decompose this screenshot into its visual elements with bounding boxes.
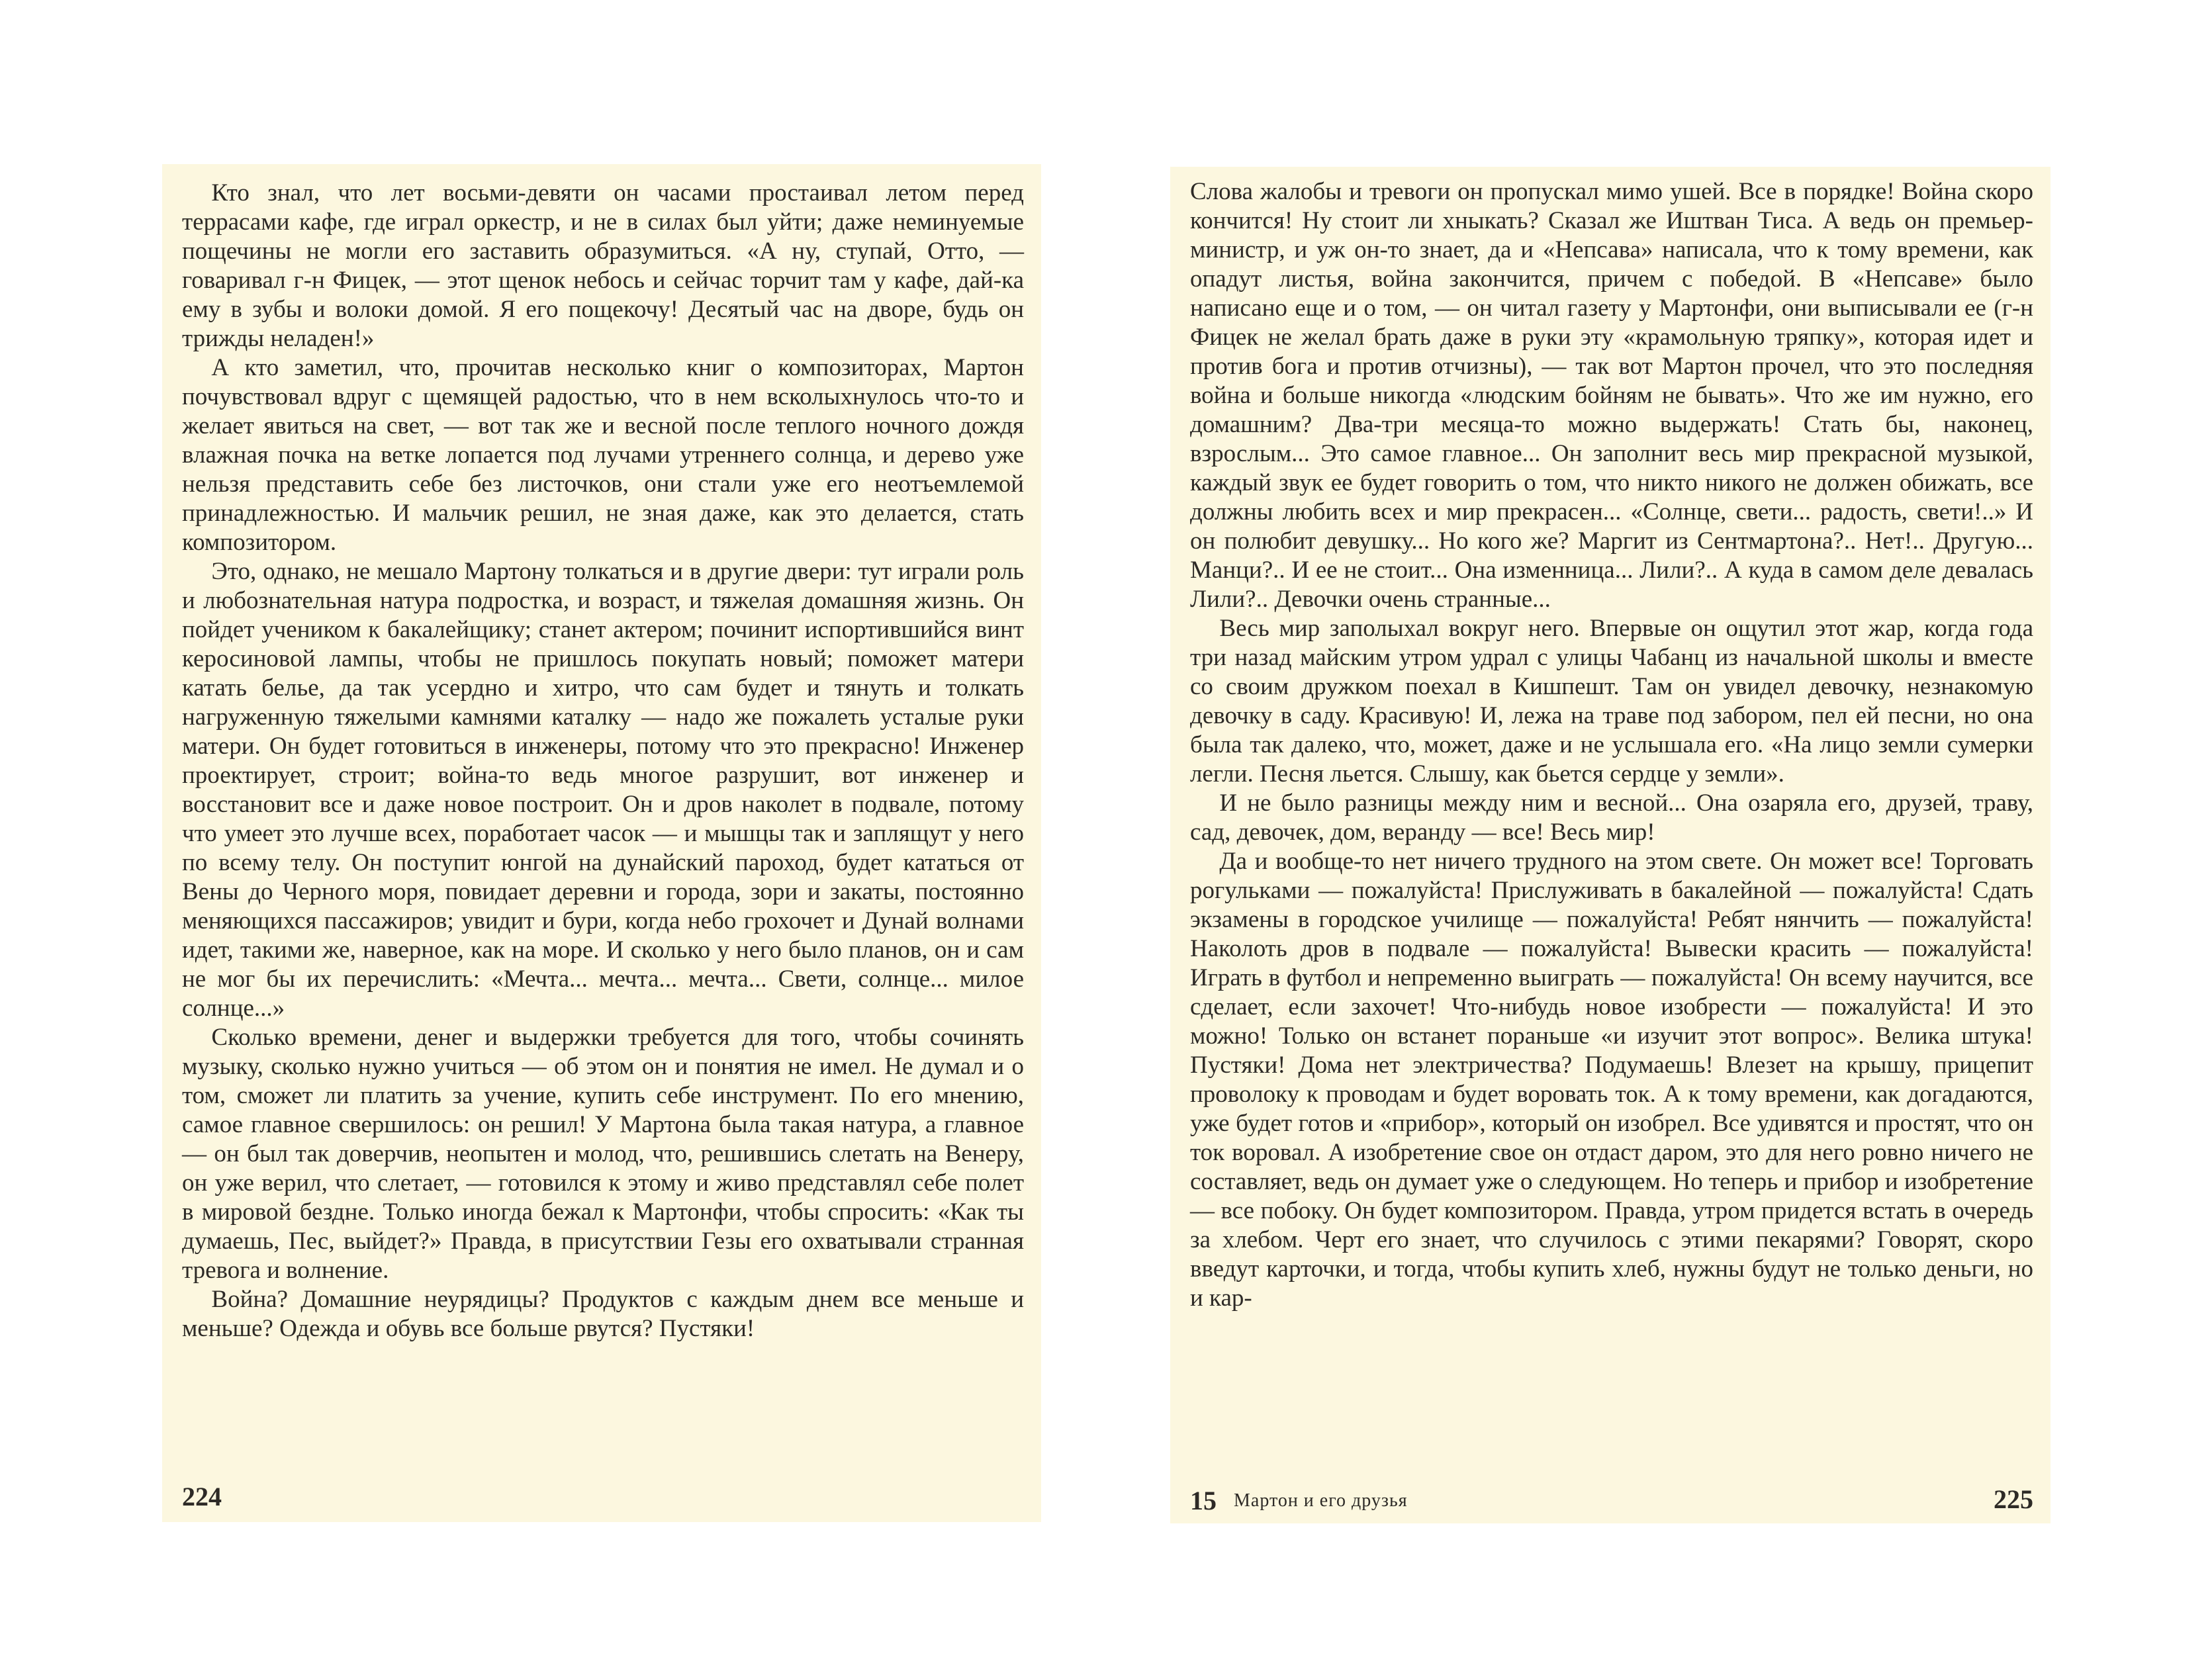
paragraph: Война? Домашние неурядицы? Продуктов с каждым днем все меньше и меньше? Одежда и обувь все больше рвутся? Пустяки!	[182, 1286, 1024, 1342]
paragraph: Это, однако, не мешало Мартону толкаться и в другие двери: тут играли роль и любознательная натура подростка, и возраст, и тяжелая домашняя жизнь. Он пойдет учеником к бакалейщику; станет актером; починит испортившийся винт керосиновой лампы, чтобы не пришлось покупать новый; поможет матери катать белье, да так усердно и хитро, что сам будет и тянуть и толкать нагруженную тяжелыми камнями каталку — надо же пожалеть усталые руки матери. Он будет готовиться в инженеры, потому что это прекрасно! Инженер проектирует, строит; война-то ведь многое разрушит, вот инженер и восстановит все и даже новое построит. Он и дров наколет в подвале, потому что умеет это лучше всех, поработает часок — и мышцы так и заплящут у него по всему телу. Он поступит юнгой на дунайский пароход, будет кататься от Вены до Черного моря, повидает деревни и города, зори и закаты, постоянно меняющихся пассажиров; увидит и бури, когда небо грохочет и Дунай волнами идет, такими же, наверное, как на море. И сколько у него было планов, он и сам не мог бы их перечислить: «Мечта... мечта... мечта... Свети, солнце... милое солнце...»	[182, 558, 1024, 1022]
paragraph: А кто заметил, что, прочитав несколько книг о композиторах, Мартон почувствовал вдруг с щемящей радостью, что в нем всколыхнулось что-то и желает явиться на свет, — вот так же и весной после теплого ночного дождя влажная почка на ветке лопается под лучами утреннего солнца, и дерево уже нельзя представить себе без листочков, они стали уже его неотъемлемой принадлежностью. И мальчик решил, не зная даже, как это делается, стать композитором.	[182, 354, 1024, 556]
right-page-text	[1190, 177, 2033, 1313]
running-footer: Мартон и его друзья	[1234, 1490, 1408, 1511]
paragraph: И не было разницы между ним и весной... Она озаряла его, друзей, траву, сад, девочек, дом, веранду — все! Весь мир!	[1190, 789, 2033, 846]
right-page	[1170, 167, 2051, 1523]
paragraph: Да и вообще-то нет ничего трудного на этом свете. Он может все! Торговать рогульками — пожалуйста! Прислуживать в бакалейной — пожалуйста! Сдать экзамены в городское училище — пожалуйста! Ребят нянчить — пожалуйста! Наколоть дров в подвале — пожалуйста! Вывески красить — пожалуйста! Играть в футбол и непременно выиграть — пожалуйста! Он всему научится, все сделает, если захочет! Что-нибудь новое изобрести — пожалуйста! И это можно! Только он встанет пораньше «и изучит этот вопрос». Велика штука! Пустяки! Дома нет электричества? Подумаешь! Влезет на крышу, прицепит проволоку к проводам и будет воровать ток. А к тому времени, как догадаются, уже будет готов и «прибор», который он изобрел. Все удивятся и простят, что он ток воровал. А изобретение свое он отдаст даром, это для него ровно ничего не составляет, ведь он думает уже о следующем. Но теперь и прибор и изобретение — все побоку. Он будет композитором. Правда, утром придется встать в очередь за хлебом. Черт его знает, что случилось с этими пекарями? Говорят, скоро введут карточки, и тогда, чтобы купить хлеб, нужны будут не только деньги, но и кар-	[1190, 848, 2033, 1312]
page-number-left: 224	[182, 1482, 222, 1511]
paragraph: Сколько времени, денег и выдержки требуется для того, чтобы сочинять музыку, сколько нужно учиться — об этом он и понятия не имел. Не думал и о том, сможет ли платить за учение, купить себе инструмент. По его мнению, самое главное свершилось: он решил! У Мартона была такая натура, а главное — он был так доверчив, неопытен и молод, что, решившись слетать на Венеру, он уже верил, что слетает, — готовился к этому и живо представлял себе полет в мировой бездне. Только иногда бежал к Мартонфи, чтобы спросить: «Как ты думаешь, Пес, выйдет?» Правда, в присутствии Гезы его охватывали странная тревога и волнение.	[182, 1024, 1024, 1284]
left-page	[162, 164, 1041, 1522]
paragraph: Слова жалобы и тревоги он пропускал мимо ушей. Все в порядке! Война скоро кончится! Ну стоит ли хныкать? Сказал же Иштван Тиса. А ведь он премьер-министр, и уж он-то знает, да и «Непсава» написала, что к тому времени, как опадут листья, война закончится, причем с победой. В «Непсаве» было написано еще и о том, — он читал газету у Мартонфи, они выписывали ее (г-н Фицек не желал брать даже в руки эту «крамольную тряпку», которая идет и против бога и против отчизны), — так вот Мартон прочел, что это последняя война и больше никогда «людским бойням не бывать». Что же им нужно, его домашним? Два-три месяца-то можно выдержать! Стать бы, наконец, взрослым... Это самое главное... Он заполнит весь мир прекрасной музыкой, каждый звук ее будет говорить о том, что никто никого не должен обижать, все должны любить всех и мир прекрасен... «Солнце, свети... радость, свети!..» И он полюбит девушку... Но кого же? Маргит из Сентмартона?.. Нет!.. Другую... Манци?.. И ее не стоит... Она изменница... Лили?.. А куда в самом деле девалась Лили?.. Девочки очень странные...	[1190, 178, 2033, 613]
page-number-right: 225	[1994, 1484, 2033, 1514]
paragraph: Кто знал, что лет восьми-девяти он часами простаивал летом перед террасами кафе, где играл оркестр, и не в силах был уйти; даже неминуемые пощечины не могли его заставить образумиться. «А ну, ступай, Отто, — говаривал г-н Фицек, — этот щенок небось и сейчас торчит там у кафе, дай-ка ему в зубы и волоки домой. Я его пощекочу! Десятый час на дворе, будь он трижды неладен!»	[182, 179, 1024, 352]
signature-mark: 15	[1190, 1486, 1217, 1515]
paragraph: Весь мир заполыхал вокруг него. Впервые он ощутил этот жар, когда года три назад майским утром удрал с улицы Чабанц из начальной школы и вместе со своим дружком поехал в Кишпешт. Там он увидел девочку, незнакомую девочку в саду. Красивую! И, лежа на траве под забором, пел ей песни, но она была так далеко, что, может, даже и не услышала его. «На лицо земли сумерки легли. Песня льется. Слышу, как бьется сердце у земли».	[1190, 615, 2033, 788]
left-page-text	[182, 179, 1024, 1343]
